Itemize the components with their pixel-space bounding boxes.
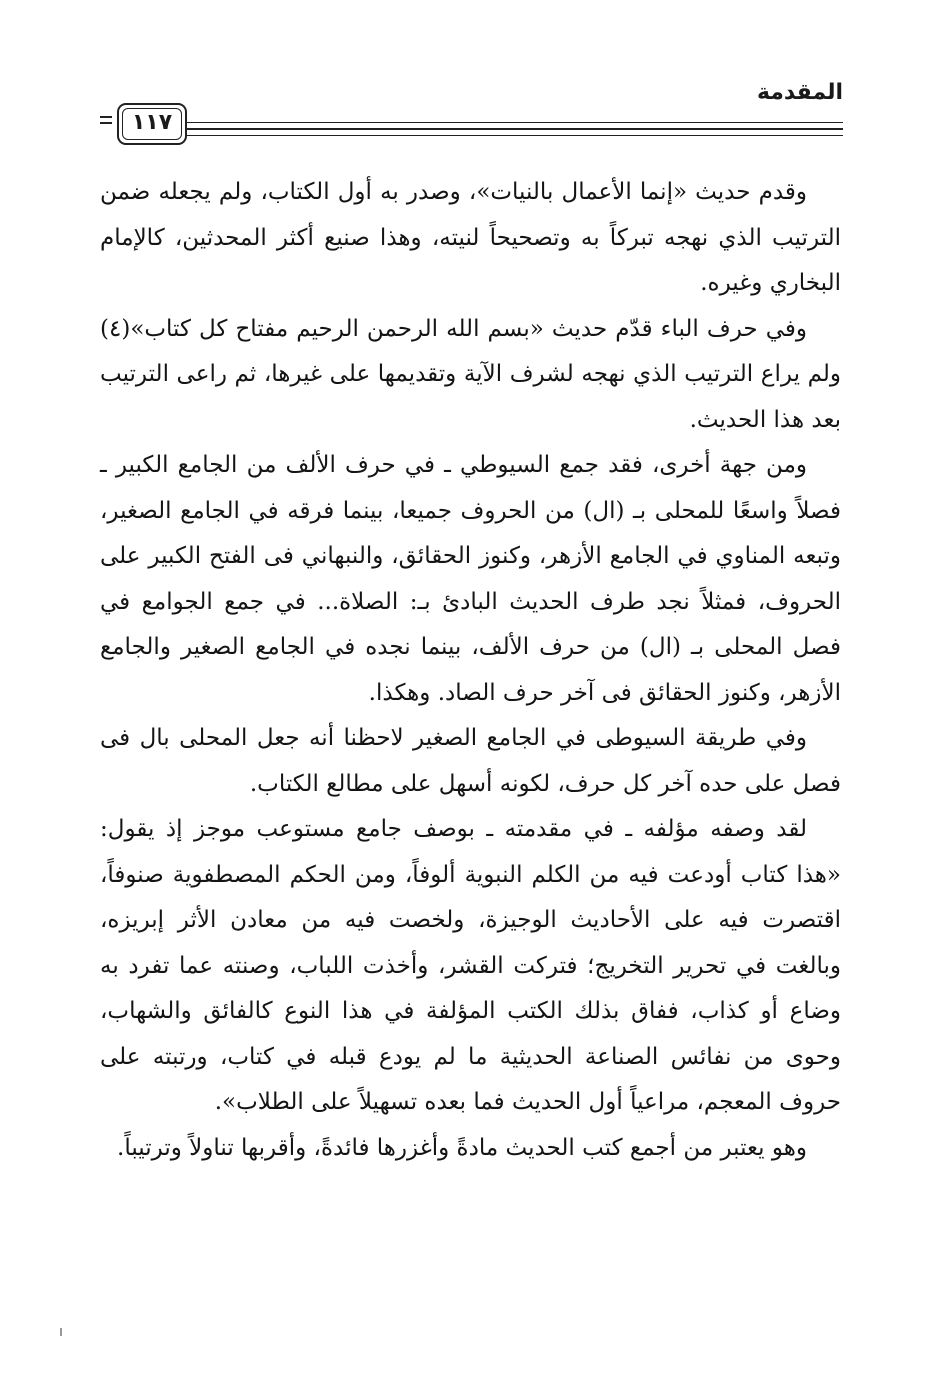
paragraph: وقدم حديث «إنما الأعمال بالنيات»، وصدر به أول الكتاب، ولم يجعله ضمن الترتيب الذي نهجه تبركاً به وتصحيحاً لنيته، وهذا صنيع أكثر المحدثين، كالإمام البخاري وغيره. <box>100 179 841 296</box>
rule-end-ornament <box>100 114 112 126</box>
paragraph: لقد وصفه مؤلفه ـ في مقدمته ـ بوصف جامع مستوعب موجز إذ يقول: «هذا كتاب أودعت فيه من الكلم النبوية ألوفاً، ومن الحكم المصطفوية صنوفاً، اقتصرت فيه على الأحاديث الوجيزة، ولخصت فيه من معادن الأثر إبريزه، وبالغت في تحرير التخريج؛ فتركت القشر، وأخذت اللباب، وصنته عما تفرد به وضاع أو كذاب، ففاق بذلك الكتب المؤلفة في هذا النوع كالفائق والشهاب، وحوى من نفائس الصناعة الحديثية ما لم يودع قبله في كتاب، ورتبته على حروف المعجم، مراعياً أول الحديث فما بعده تسهيلاً على الطلاب». <box>100 816 841 1115</box>
scan-speck <box>60 1328 62 1336</box>
paragraph: وفي حرف الباء قدّم حديث «بسم الله الرحمن الرحيم مفتاح كل كتاب»(٤) ولم يراع الترتيب الذي نهجه لشرف الآية وتقديمها على غيرها، ثم راعى الترتيب بعد هذا الحديث. <box>100 315 841 433</box>
paragraph: ومن جهة أخرى، فقد جمع السيوطي ـ في حرف الألف من الجامع الكبير ـ فصلاً واسعًا للمحلى بـ (ال) من الحروف جميعا، بينما فرقه في الجامع الصغير، وتبعه المناوي في الجامع الأزهر، وكنوز الحقائق، والنبهاني فى الفتح الكبير على الحروف، فمثلاً نجد طرف الحديث البادئ بـ: الصلاة... في جمع الجوامع في فصل المحلى بـ (ال) من حرف الألف، بينما نجده في الجامع الصغير والجامع الأزهر، وكنوز الحقائق فى آخر حرف الصاد. وهكذا. <box>100 452 841 706</box>
page-number: ١١٧ <box>131 110 173 135</box>
paragraph: وفي طريقة السيوطى في الجامع الصغير لاحظنا أنه جعل المحلى بال فى فصل على حده آخر كل حرف، لكونه أسهل على مطالع الكتاب. <box>100 725 841 797</box>
running-title: المقدمة <box>756 80 843 105</box>
page-number-frame <box>117 103 187 145</box>
paragraph: وهو يعتبر من أجمع كتب الحديث مادةً وأغزرها فائدةً، وأقربها تناولاً وترتيباً. <box>117 1134 807 1161</box>
header-rule <box>186 122 843 136</box>
page-body <box>100 170 841 1171</box>
